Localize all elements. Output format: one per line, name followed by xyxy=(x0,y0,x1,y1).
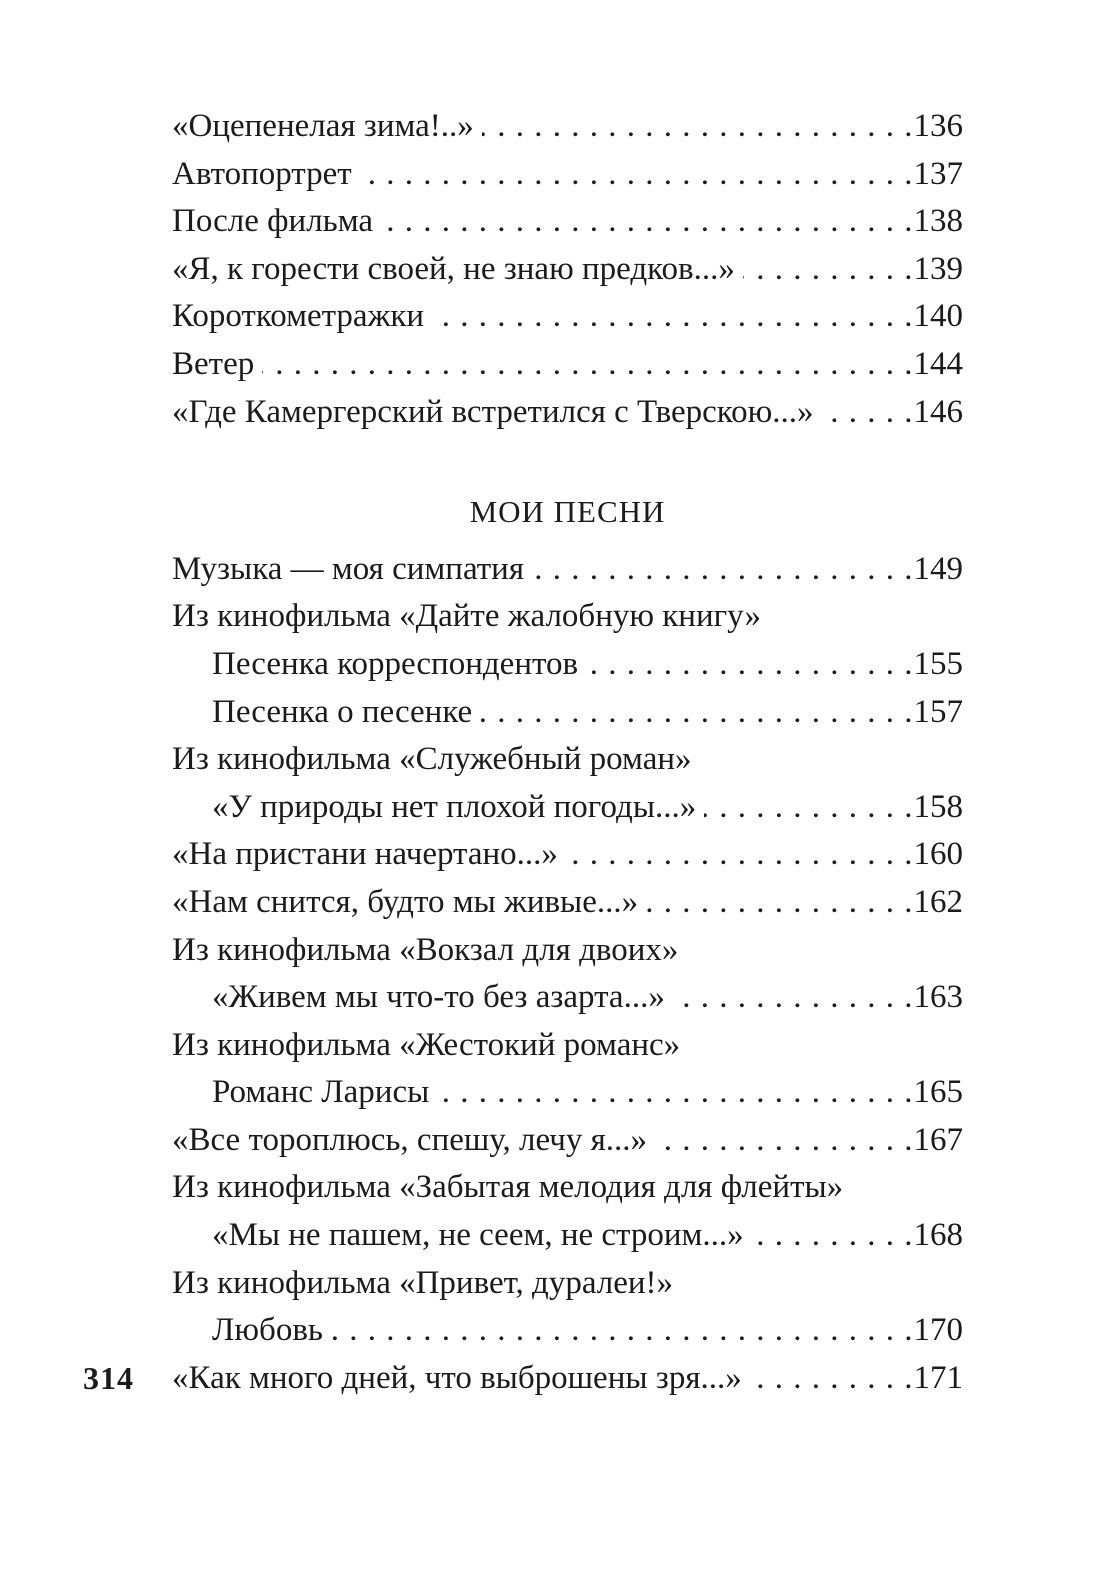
dot-leader xyxy=(532,546,914,594)
toc-entry-page-number: 168 xyxy=(913,1217,963,1254)
toc-entry xyxy=(172,1117,963,1165)
toc-entry-title: Из кинофильма «Служебный роман» xyxy=(172,741,692,778)
toc-entry-title: Из кинофильма «Жестокий романс» xyxy=(172,1026,681,1063)
dot-leader xyxy=(566,831,914,879)
toc-entry xyxy=(172,1212,963,1260)
dot-leader xyxy=(704,784,913,832)
toc-entry xyxy=(172,831,963,879)
toc-group-title xyxy=(172,593,963,641)
dot-leader xyxy=(432,293,913,341)
toc-entry xyxy=(172,689,963,737)
table-of-contents xyxy=(172,103,963,1402)
dot-leader xyxy=(586,641,913,689)
toc-entry xyxy=(172,151,963,199)
toc-entry-title: «У природы нет плохой погоды...» xyxy=(212,788,697,825)
dot-leader xyxy=(381,198,913,246)
toc-entry-title: Ветер xyxy=(172,345,255,382)
toc-entry xyxy=(172,246,963,294)
toc-entry-title: «Как много дней, что выброшены зря...» xyxy=(172,1359,742,1396)
toc-entry-page-number: 136 xyxy=(913,108,963,144)
dot-leader xyxy=(655,1117,913,1165)
toc-group-title xyxy=(172,927,963,975)
toc-entry-page-number: 137 xyxy=(913,155,963,192)
toc-entry-title: «Мы не пашем, не сеем, не строим...» xyxy=(212,1217,744,1254)
toc-entry-title: Автопортрет xyxy=(172,155,352,192)
toc-entry-title: Романс Ларисы xyxy=(212,1074,430,1111)
dot-leader xyxy=(750,1355,914,1403)
dot-leader xyxy=(437,1069,913,1117)
dot-leader xyxy=(482,103,914,151)
toc-entry-title: Короткометражки xyxy=(172,298,425,335)
toc-entry xyxy=(172,1355,963,1403)
dot-leader xyxy=(262,341,913,389)
toc-entry-title: Из кинофильма «Забытая мелодия для флейты» xyxy=(172,1169,844,1206)
section-heading: МОИ ПЕСНИ xyxy=(469,494,666,530)
dot-leader xyxy=(360,151,914,199)
toc-entry-title: «На пристани начертано...» xyxy=(172,836,558,873)
toc-group-title xyxy=(172,1164,963,1212)
toc-entry-title: «Я, к горести своей, не знаю предков...» xyxy=(172,250,735,287)
toc-entry-page-number: 167 xyxy=(913,1121,963,1158)
folio-page-number: 314 xyxy=(83,1360,134,1396)
toc-entry-page-number: 140 xyxy=(913,298,963,335)
toc-entry-title: Из кинофильма «Вокзал для двоих» xyxy=(172,931,679,968)
toc-entry-page-number: 146 xyxy=(913,393,963,430)
toc-entry-title: «Все тороплюсь, спешу, лечу я...» xyxy=(172,1121,648,1158)
toc-entry-page-number: 163 xyxy=(913,979,963,1016)
dot-leader xyxy=(331,1307,914,1355)
dot-leader xyxy=(822,389,914,437)
toc-entry xyxy=(172,1069,963,1117)
dot-leader xyxy=(752,1212,914,1260)
toc-entry-title: Любовь xyxy=(212,1312,323,1349)
toc-entry xyxy=(172,1307,963,1355)
toc-entry-title: «Где Камергерский встретился с Тверскою...» xyxy=(172,393,814,430)
toc-group-title xyxy=(172,736,963,784)
toc-entry xyxy=(172,974,963,1022)
toc-entry-page-number: 165 xyxy=(913,1074,963,1111)
toc-entry-title: Из кинофильма «Дайте жалобную книгу» xyxy=(172,598,761,635)
toc-entry xyxy=(172,784,963,832)
toc-entry-page-number: 170 xyxy=(913,1312,963,1349)
toc-entry xyxy=(172,546,963,594)
toc-group-title xyxy=(172,1022,963,1070)
dot-leader xyxy=(743,246,914,294)
toc-entry-title: «Живем мы что-то без азарта...» xyxy=(212,979,665,1016)
toc-entry-page-number: 144 xyxy=(913,345,963,382)
toc-entry xyxy=(172,198,963,246)
toc-entry-title: Песенка корреспондентов xyxy=(212,645,579,682)
toc-entry-page-number: 149 xyxy=(913,550,963,587)
toc-entry-title: Из кинофильма «Привет, дуралеи!» xyxy=(172,1264,674,1301)
toc-entry-page-number: 158 xyxy=(913,788,963,825)
toc-entry-page-number: 155 xyxy=(913,645,963,682)
toc-entry xyxy=(172,341,963,389)
toc-entry xyxy=(172,879,963,927)
toc-entry-title: «Нам снится, будто мы живые...» xyxy=(172,883,639,920)
toc-entry-page-number: 139 xyxy=(913,250,963,287)
toc-entry xyxy=(172,103,963,151)
toc-entry-page-number: 138 xyxy=(913,203,963,240)
toc-entry xyxy=(172,641,963,689)
toc-entry-title: Музыка — моя симпатия xyxy=(172,550,524,587)
toc-entry-title: «Оцепенелая зима!..» xyxy=(172,108,474,144)
toc-group-title xyxy=(172,1260,963,1308)
dot-leader xyxy=(646,879,913,927)
toc-entry-page-number: 157 xyxy=(913,693,963,730)
dot-leader xyxy=(480,689,913,737)
toc-entry xyxy=(172,389,963,437)
toc-entry-title: После фильма xyxy=(172,203,374,240)
toc-entry xyxy=(172,293,963,341)
dot-leader xyxy=(673,974,914,1022)
toc-entry-page-number: 160 xyxy=(913,836,963,873)
toc-entry-page-number: 171 xyxy=(913,1359,963,1396)
toc-entry-page-number: 162 xyxy=(913,883,963,920)
toc-entry-title: Песенка о песенке xyxy=(212,693,473,730)
